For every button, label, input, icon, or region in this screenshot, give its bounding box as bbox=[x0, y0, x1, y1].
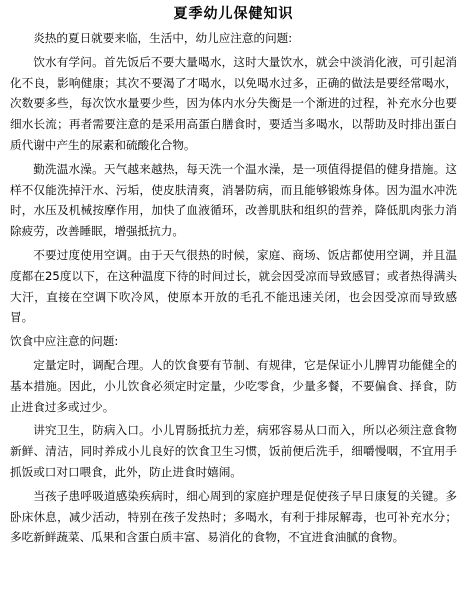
paragraph-respiratory-care: 当孩子患呼吸道感染疾病时，细心周到的家庭护理是促使孩子早日康复的关键。多卧床休息，减少活动，特别在孩子发热时；多喝水，有利于排尿解毒，也可补充水分；多吃新鲜蔬菜、瓜果和含蛋白质丰富、易消化的食物，不宜进食油腻的食物。 bbox=[10, 488, 457, 545]
paragraph-warm-bath: 勤洗温水澡。天气越来越热，每天洗一个温水澡，是一项值得提倡的健身措施。这样不仅能洗掉汗水、污垢，使皮肤清爽，消暑防病，而且能够锻炼身体。因为温水冲洗时，水压及机械按摩作用，加快了血液循环，改善肌肤和组织的营养，降低肌肉张力消除疲劳，改善睡眠，增强抵抗力。 bbox=[10, 161, 457, 239]
paragraph-intro: 炎热的夏日就要来临，生活中，幼儿应注意的问题: bbox=[33, 31, 293, 45]
paragraph-air-conditioning: 不要过度使用空调。由于天气很热的时候，家庭、商场、饭店都使用空调，并且温度都在25度以下，在这种温度下待的时间过长，就会因受凉而导致感冒；或者热得满头大汗，直接在空调下吹冷风，使原本开放的毛孔不能迅速关闭，也会因受凉而导致感冒。 bbox=[10, 247, 457, 325]
paragraph-diet-heading: 饮食中应注意的问题: bbox=[10, 334, 119, 349]
paragraph-regular-meals: 定量定时，调配合理。人的饮食要有节制、有规律，它是保证小儿脾胃功能健全的基本措施。因此，小儿饮食必须定时定量，少吃零食，少量多餐，不要偏食、择食，防止进食过多或过少。 bbox=[10, 357, 457, 414]
paragraph-hygiene: 讲究卫生，防病入口。小儿胃肠抵抗力差，病邪容易从口而入，所以必须注意食物新鲜、清洁，同时养成小儿良好的饮食卫生习惯，饭前便后洗手，细嚼慢咽，不宜用手抓饭或口对口喂食，此外，防止进食时嬉闹。 bbox=[10, 423, 457, 479]
document-title: 夏季幼儿保健知识 bbox=[173, 6, 294, 22]
paragraph-drinking-water: 饮水有学问。首先饭后不要大量喝水，这时大量饮水，就会中淡消化液，可引起消化不良，影响健康；其次不要渴了才喝水，以免喝水过多，正确的做法是要经常喝水，次数要多些，每次饮水量要少些，因为体内水分失衡是一个渐进的过程，补充水分也要细水长流；再者需要注意的是采用高蛋白膳食时，要适当多喝水，以帮助及时排出蛋白质代谢中产生的尿素和硫酸化合物。 bbox=[10, 54, 457, 152]
